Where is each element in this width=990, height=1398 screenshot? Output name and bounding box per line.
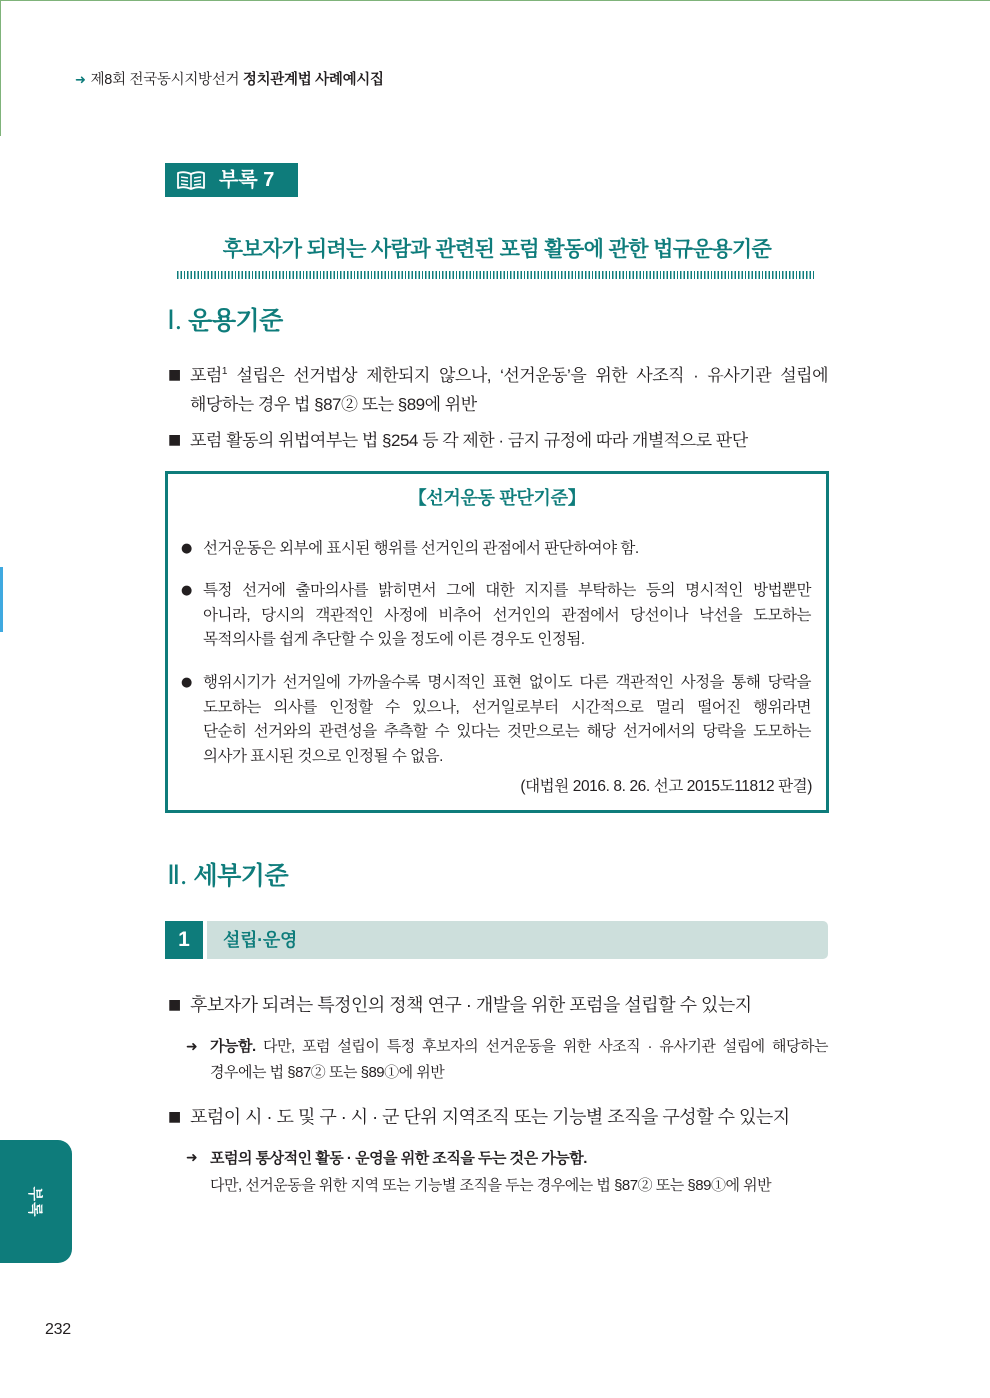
dot-bullet-icon: ● — [181, 583, 193, 598]
question-item — [168, 1102, 828, 1132]
square-bullet-icon: ■ — [168, 367, 182, 383]
section-heading-2 — [167, 858, 288, 893]
subsection-number: 1 — [165, 921, 203, 959]
answer-line — [210, 1034, 828, 1060]
dot-bullet-icon: ● — [181, 675, 193, 690]
page-top-edge-line — [0, 0, 990, 1]
rule-bullet — [168, 361, 828, 421]
page-number: 232 — [45, 1321, 71, 1338]
court-citation: (대법원 2016. 8. 26. 선고 2015도11812 판결) — [520, 778, 812, 795]
section-heading-1 — [167, 303, 283, 338]
header-series: 제8회 전국동시지방선거 — [90, 72, 240, 88]
square-bullet-icon: ■ — [168, 1109, 182, 1125]
criteria-line: 특정 선거에 출마의사를 밝히면서 그에 대한 지지를 부탁하는 등의 명시적인 방법뿐만 — [203, 582, 811, 599]
question-text: 포럼이 시 · 도 및 구 · 시 · 군 단위 지역조직 또는 기능별 조직을 구성할 수 있는지 — [190, 1107, 790, 1127]
title-underline — [177, 271, 816, 279]
section-numeral: Ⅱ. — [167, 860, 188, 890]
bullet-line — [190, 361, 828, 390]
appendix-badge — [165, 163, 298, 197]
running-header — [75, 70, 384, 91]
section-title: 운용기준 — [188, 307, 283, 335]
criteria-line: 단순히 선거와의 관련성을 추측할 수 있다는 것만으로는 해당 선거에서의 당락을 도모하는 — [203, 723, 811, 740]
page-edge-marker — [0, 567, 3, 632]
section-title: 세부기준 — [193, 862, 289, 890]
square-bullet-icon: ■ — [168, 997, 182, 1013]
bullet-lead: 포럼 — [190, 366, 222, 385]
arrow-right-icon: ➜ — [186, 1039, 198, 1055]
answer-line: 경우에는 법 §87② 또는 §89①에 위반 — [210, 1064, 445, 1081]
arrow-right-icon: ➜ — [186, 1150, 198, 1166]
side-index-tab — [0, 1140, 72, 1263]
question-text: 후보자가 되려는 특정인의 정책 연구 · 개발을 위한 포럼을 설립할 수 있는지 — [190, 995, 752, 1015]
page-title: 후보자가 되려는 사람과 관련된 포럼 활동에 관한 법규운용기준 — [222, 238, 772, 261]
answer-line — [210, 1145, 828, 1172]
side-tab-label: 부록 — [26, 1186, 44, 1217]
criteria-box — [165, 471, 829, 813]
bullet-text: 설립은 선거법상 제한되지 않으나, ‘선거운동’을 위한 사조직 · 유사기관 설립에 — [236, 366, 828, 385]
criteria-line: 아니라, 당시의 객관적인 사정에 비추어 선거인의 관점에서 당선이나 낙선을 도모하는 — [203, 606, 811, 624]
book-icon — [176, 169, 206, 191]
answer-emphasis: 포럼의 통상적인 활동 · 운영을 위한 조직을 두는 것은 가능함. — [210, 1150, 587, 1167]
square-bullet-icon: ■ — [168, 432, 182, 448]
criteria-line: 행위시기가 선거일에 가까울수록 명시적인 표현 없이도 다른 객관적인 사정을 통해 당락을 — [203, 674, 811, 691]
bullet-line: 해당하는 경우 법 §87② 또는 §89에 위반 — [190, 395, 477, 414]
page-left-edge-line — [0, 0, 1, 136]
answer-line: 다만, 선거운동을 위한 지역 또는 기능별 조직을 두는 경우에는 법 §87② 또는 §89①에 위반 — [210, 1177, 772, 1194]
criteria-box-title: 【선거운동 판단기준】 — [408, 488, 586, 508]
section-numeral: Ⅰ. — [167, 305, 182, 335]
dot-bullet-icon: ● — [181, 541, 193, 556]
criteria-line: 의사가 표시된 것으로 인정될 수 없음. — [203, 747, 443, 765]
criteria-line: 선거운동은 외부에 표시된 행위를 선거인의 관점에서 판단하여야 함. — [203, 540, 639, 557]
footnote-ref: 1 — [221, 366, 228, 377]
header-book-title: 정치관계법 사례예시집 — [242, 72, 384, 88]
arrow-right-icon: ➜ — [75, 73, 86, 88]
criteria-line: 도모하는 의사를 인정할 수 있으나, 선거일로부터 시간적으로 멀리 떨어진 행위라면 — [203, 698, 811, 716]
answer-emphasis: 가능함. — [210, 1038, 256, 1055]
subsection-bar — [207, 921, 828, 959]
subsection-label: 설립·운영 — [223, 930, 298, 950]
appendix-label: 부록 7 — [219, 169, 275, 191]
answer-text: 다만, 포럼 설립이 특정 후보자의 선거운동을 위한 사조직 · 유사기관 설립에 해당하는 — [263, 1038, 829, 1055]
bullet-line: 포럼 활동의 위법여부는 법 §254 등 각 제한 · 금지 규정에 따라 개별적으로 판단 — [190, 431, 748, 450]
criteria-line: 목적의사를 쉽게 추단할 수 있을 정도에 이른 경우도 인정됨. — [203, 631, 585, 648]
question-item — [168, 990, 828, 1020]
